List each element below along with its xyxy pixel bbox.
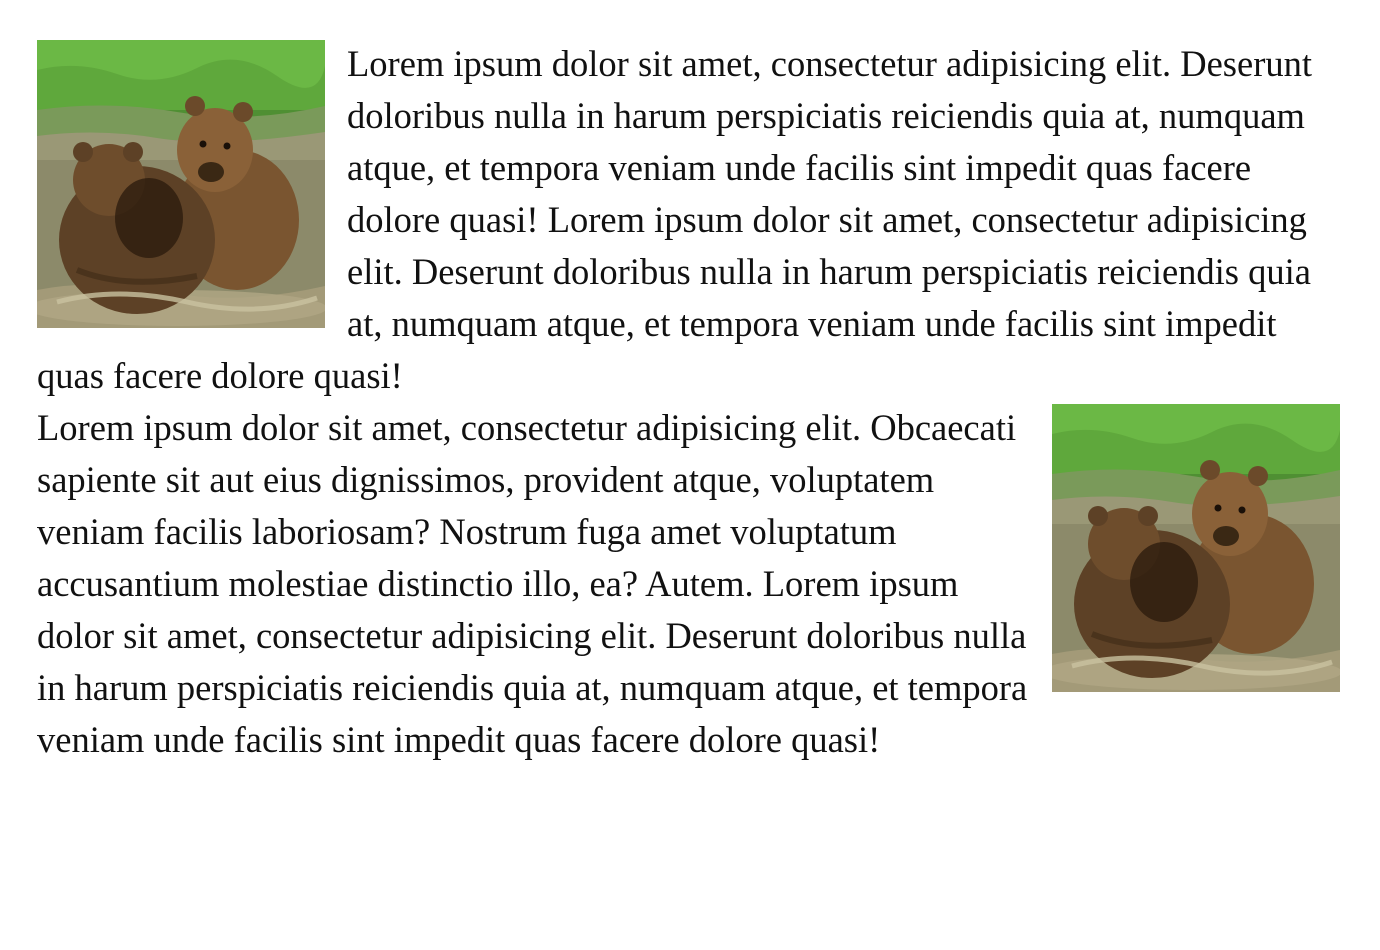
- two-bears-photo-left: [37, 40, 325, 328]
- paragraph-with-right-image: [37, 402, 1340, 766]
- two-bears-photo-right: [1052, 404, 1340, 692]
- paragraph-text: Lorem ipsum dolor sit amet, consectetur adipisicing elit. Deserunt doloribus nulla in harum perspiciatis reiciendis quia at, numquam atque, et tempora veniam unde facilis sint impedit quas facere dolore quasi! Lorem ipsum dolor sit amet, consectetur adipisicing elit. Deserunt doloribus nulla in harum perspiciatis reiciendis quia at, numquam atque, et tempora veniam unde facilis sint impedit quas facere dolore quasi!: [37, 43, 1312, 396]
- paragraph-with-left-image: [37, 38, 1340, 402]
- paragraph-text: Lorem ipsum dolor sit amet, consectetur adipisicing elit. Obcaecati sapiente sit aut eius dignissimos, provident atque, voluptatem veniam facilis laboriosam? Nostrum fuga amet voluptatum accusantium molestiae distinctio illo, ea? Autem. Lorem ipsum dolor sit amet, consectetur adipisicing elit. Deserunt doloribus nulla in harum perspiciatis reiciendis quia at, numquam atque, et tempora veniam unde facilis sint impedit quas facere dolore quasi!: [37, 407, 1028, 760]
